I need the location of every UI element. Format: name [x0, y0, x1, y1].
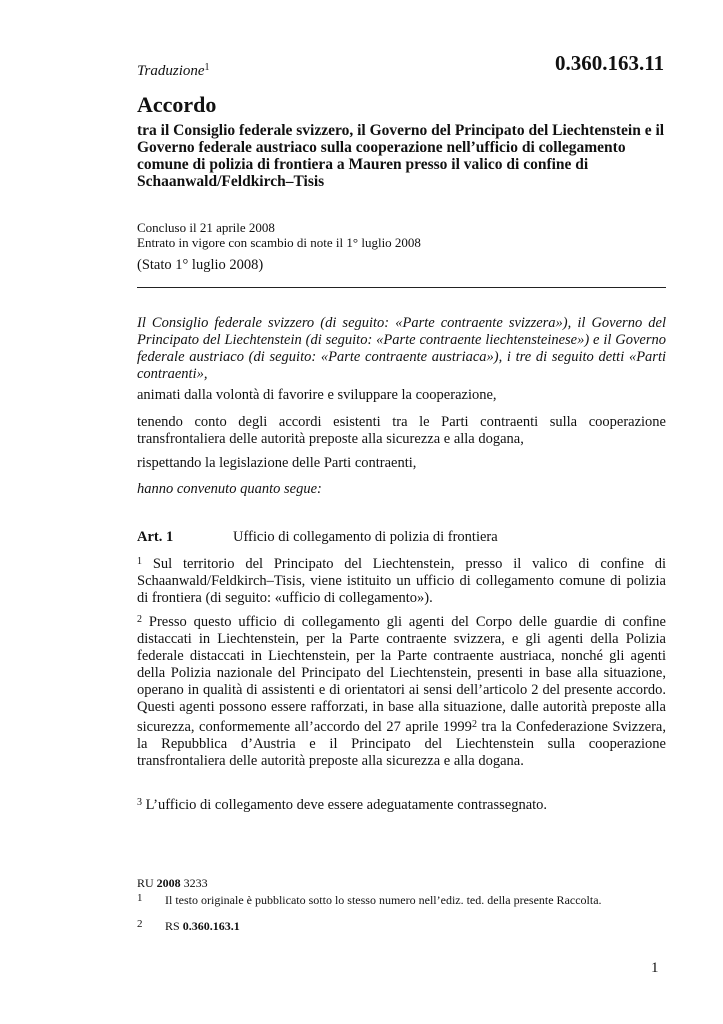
official-compilation-ref — [137, 876, 208, 891]
paragraph-number: 2 — [137, 614, 142, 625]
paragraph-text: tra la Confederazione Svizzera, la Repubblica d’Austria e il Principato del Liechtenstein sulla cooperazione transfrontaliera delle autorità preposte alla sicurezza e alla dogana. — [137, 719, 666, 769]
paragraph-number: 3 — [137, 797, 142, 808]
document-title: Accordo — [137, 92, 217, 117]
document-subtitle: tra il Consiglio federale svizzero, il Governo del Principato del Liechtenstein e il Governo federale austriaco sulla cooperazione nell’ufficio di collegamento comune di polizia di frontiera a Mauren presso il valico di confine di Schaanwald/Feldkirch–Tisis — [137, 122, 665, 190]
document-meta — [137, 220, 421, 250]
footnote-prefix: RS — [165, 919, 180, 933]
entry-into-force: Entrato in vigore con scambio di note il 1° luglio 2008 — [137, 235, 421, 250]
status-date: (Stato 1° luglio 2008) — [137, 257, 264, 273]
footnote-text: Il testo originale è pubblicato sotto lo stesso numero nell’ediz. ted. della presente Raccolta. — [165, 893, 602, 907]
preamble-parties: Il Consiglio federale svizzero (di seguito: «Parte contraente svizzera»), il Governo del Principato del Liechtenstein (di seguito: «Parte contraente liechtensteinese») e il Governo federale austriaco (di seguito: «Parte contraente austriaca»), i tre di seguito detti «Parti contraenti», — [137, 315, 666, 382]
footnote-number: 2 — [137, 918, 143, 930]
preamble-respecting: rispettando la legislazione delle Parti contraenti, — [137, 455, 417, 471]
article-paragraph-1 — [137, 553, 666, 607]
ru-prefix: RU — [137, 876, 154, 890]
translation-label: Traduzione — [137, 63, 205, 79]
document-number: 0.360.163.11 — [555, 51, 665, 75]
article-paragraph-3 — [137, 794, 666, 814]
footnote-ref-2[interactable]: 2 — [471, 719, 477, 730]
article-title: Ufficio di collegamento di polizia di frontiera — [233, 529, 498, 545]
paragraph-text: Sul territorio del Principato del Liechtenstein, presso il valico di confine di Schaanwald/Feldkirch–Tisis, viene istituito un ufficio di collegamento comune di polizia di frontiera (di seguito: «ufficio di collegamento»). — [137, 556, 667, 606]
paragraph-text: L’ufficio di collegamento deve essere adeguatamente contrassegnato. — [145, 797, 548, 813]
separator-rule — [137, 287, 666, 288]
footnote-2 — [137, 920, 666, 936]
article-paragraph-2 — [137, 611, 666, 770]
article-label: Art. 1 — [137, 529, 174, 545]
preamble-will: animati dalla volontà di favorire e sviluppare la cooperazione, — [137, 387, 497, 403]
ru-year: 2008 — [156, 876, 181, 890]
translation-note — [137, 62, 210, 80]
preamble-agreed: hanno convenuto quanto segue: — [137, 481, 322, 497]
ru-page: 3233 — [183, 876, 208, 890]
page-number: 1 — [651, 960, 659, 976]
article-heading — [137, 529, 498, 546]
footnote-text — [165, 920, 635, 933]
paragraph-text: Presso questo ufficio di collegamento gli agenti del Corpo delle guardie di confine distaccati in Liechtenstein, per la Parte contraente svizzera, e gli agenti della Polizia federale distaccati in Liechtenstein, per la Parte contraente austriaca, nonché gli agenti della Polizia nazionale del Principato del Liechtenstein, presenti in base alla situazione, operano in qualità di assistenti e di orientatori ai sensi dell’articolo 2 del presente accordo. Questi agenti possono essere rafforzati, in base alla situazione, dalle autorità preposte alla sicurezza, conformemente all’accordo del 27 aprile 1999 — [137, 614, 666, 735]
paragraph-number: 1 — [137, 556, 142, 567]
footnote-ref-1[interactable]: 1 — [204, 62, 210, 73]
footnote-link[interactable]: 0.360.163.1 — [182, 919, 240, 933]
preamble-considering: tenendo conto degli accordi esistenti tra le Parti contraenti sulla cooperazione transfrontaliera delle autorità preposte alla sicurezza e alla dogana, — [137, 414, 666, 447]
concluded-date: Concluso il 21 aprile 2008 — [137, 220, 275, 235]
footnote-number: 1 — [137, 892, 143, 904]
